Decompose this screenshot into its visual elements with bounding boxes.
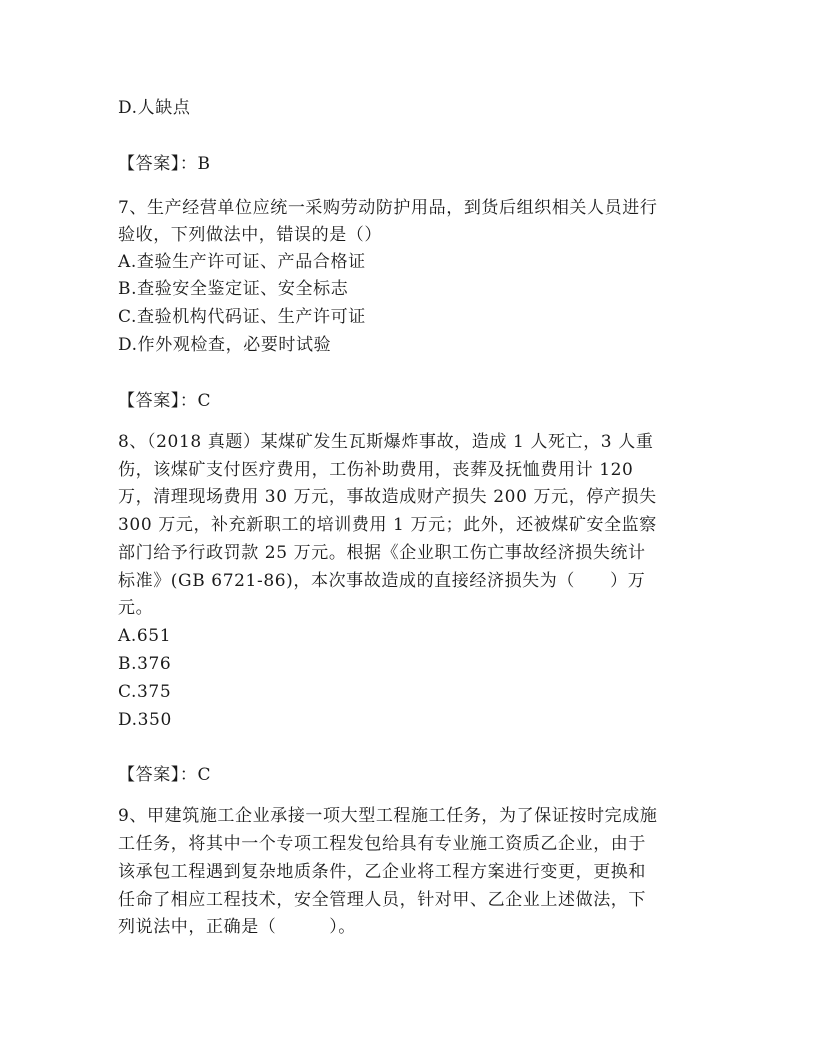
answer-label: 【答案】：B: [118, 154, 211, 174]
option-b: B.376: [118, 654, 172, 674]
option-d: D.350: [118, 710, 172, 730]
question-stem-line: 任命了相应工程技术，安全管理人员，针对甲、乙企业上述做法，下: [118, 890, 646, 910]
question-stem-line: 伤，该煤矿支付医疗费用，工伤补助费用，丧葬及抚恤费用计 120: [118, 460, 634, 480]
answer-label: 【答案】：C: [118, 391, 212, 411]
question-stem-line: 工任务，将其中一个专项工程发包给具有专业施工资质乙企业，由于: [118, 834, 646, 854]
question-stem-line: 部门给予行政罚款 25 万元。根据《企业职工伤亡事故经济损失统计: [118, 543, 646, 563]
question-stem-line: 元。: [118, 598, 154, 618]
question-stem-line: 验收，下列做法中，错误的是（）: [118, 225, 382, 245]
question-stem-line: 该承包工程遇到复杂地质条件，乙企业将工程方案进行变更，更换和: [118, 862, 646, 882]
question-stem-line: 8、（2018 真题）某煤矿发生瓦斯爆炸事故，造成 1 人死亡，3 人重: [118, 432, 654, 452]
question-stem-line: 9、甲建筑施工企业承接一项大型工程施工任务，为了保证按时完成施: [118, 806, 658, 826]
answer-label: 【答案】：C: [118, 765, 212, 785]
option-c: C.查验机构代码证、生产许可证: [118, 307, 366, 327]
option-a: A.查验生产许可证、产品合格证: [118, 252, 366, 272]
question-stem-line: 万，清理现场费用 30 万元，事故造成财产损失 200 万元，停产损失: [118, 487, 657, 507]
question-stem-line: 300 万元，补充新职工的培训费用 1 万元；此外，还被煤矿安全监察: [118, 515, 657, 535]
option-c: C.375: [118, 682, 172, 702]
question-stem-line: 标准》(GB 6721-86)，本次事故造成的直接经济损失为（ ）万: [118, 571, 646, 591]
option-a: A.651: [118, 626, 172, 646]
question-stem-line: 7、生产经营单位应统一采购劳动防护用品，到货后组织相关人员进行: [118, 198, 658, 218]
question-stem-line: 列说法中，正确是（ ）。: [118, 917, 356, 937]
option-d: D.作外观检查，必要时试验: [118, 335, 332, 355]
option-d-text: D.人缺点: [118, 98, 191, 118]
option-b: B.查验安全鉴定证、安全标志: [118, 279, 349, 299]
